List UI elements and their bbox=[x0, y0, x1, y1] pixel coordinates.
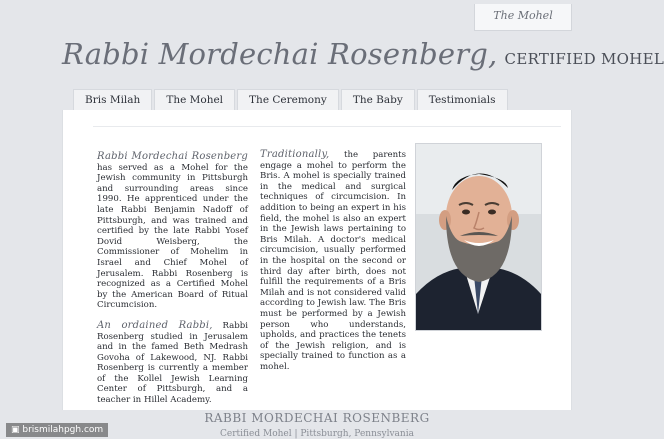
nav-tab-the-mohel[interactable]: The Mohel bbox=[154, 89, 235, 111]
footer-subtitle: Certified Mohel | Pittsburgh, Pennsylvania bbox=[220, 429, 414, 439]
divider bbox=[93, 126, 561, 127]
footer-name: RABBI MORDECHAI ROSENBERG bbox=[204, 411, 430, 425]
nav-tab-bris-milah[interactable]: Bris Milah bbox=[73, 89, 152, 111]
bio-column bbox=[97, 152, 248, 416]
nav-tab-testimonials[interactable]: Testimonials bbox=[417, 89, 508, 111]
camera-icon: ▣ bbox=[11, 425, 23, 435]
bio-paragraph-2 bbox=[97, 321, 248, 406]
tradition-lead: Traditionally, bbox=[260, 149, 330, 160]
nav-tab-the-ceremony[interactable]: The Ceremony bbox=[237, 89, 339, 111]
tradition-column bbox=[260, 150, 406, 382]
source-watermark bbox=[6, 423, 108, 437]
bio-lead-ordained: An ordained Rabbi, bbox=[97, 319, 213, 331]
bio-text-2: Rabbi Rosenberg studied in Jerusalem and in the famed Beth Medrash Govoha of Lakewood, NJ. Rabbi Rosenberg is currently a member of the Kollel Jewish Learning Center of Pittsburgh, and a teacher in Hillel Academy. bbox=[97, 320, 248, 406]
top-tab-the-mohel[interactable]: The Mohel bbox=[474, 4, 572, 31]
bio-text-1: has served as a Mohel for the Jewish community in Pittsburgh and surrounding areas since 1990. He apprenticed under the late Rabbi Benjamin Nadoff of Pittsburgh, and was trained and certified by the late Rabbi Yosef Dovid Weisberg, the Commissioner of Mohelim in Israel and Chief Mohel of Jerusalem. Rabbi Rosenberg is recognized as a Certified Mohel by the American Board of Ritual Circumcision. bbox=[97, 162, 248, 311]
content-panel bbox=[62, 110, 572, 410]
watermark-text: brismilahpgh.com bbox=[22, 425, 104, 435]
rabbi-portrait-photo bbox=[415, 143, 542, 331]
main-nav bbox=[73, 89, 510, 111]
tradition-paragraph bbox=[260, 150, 406, 372]
tradition-text: the parents engage a mohel to perform the Bris. A mohel is specially trained in the medical and surgical techniques of circumcision. In addition to being an expert in his field, the mohel is also an expert in the Jewish laws pertaining to Bris Milah. A doctor's medical circumcision, usually performed in the hospital on the second or third day after birth, does not fulfill the requirements of a Bris Milah and is not considered valid according to Jewish law. The Bris must be performed by a Jewish person who understands, upholds, and practices the tenets of the Jewish religion, and is specially trained to function as a mohel. bbox=[260, 150, 406, 372]
nav-tab-the-baby[interactable]: The Baby bbox=[341, 89, 415, 111]
site-title bbox=[62, 37, 664, 71]
site-title-certification: CERTIFIED MOHEL bbox=[504, 50, 664, 68]
site-title-name: Rabbi Mordechai Rosenberg, bbox=[62, 37, 498, 71]
bio-paragraph-1 bbox=[97, 152, 248, 311]
bio-lead-name: Rabbi Mordechai Rosenberg bbox=[97, 151, 248, 162]
portrait-illustration bbox=[416, 144, 541, 330]
